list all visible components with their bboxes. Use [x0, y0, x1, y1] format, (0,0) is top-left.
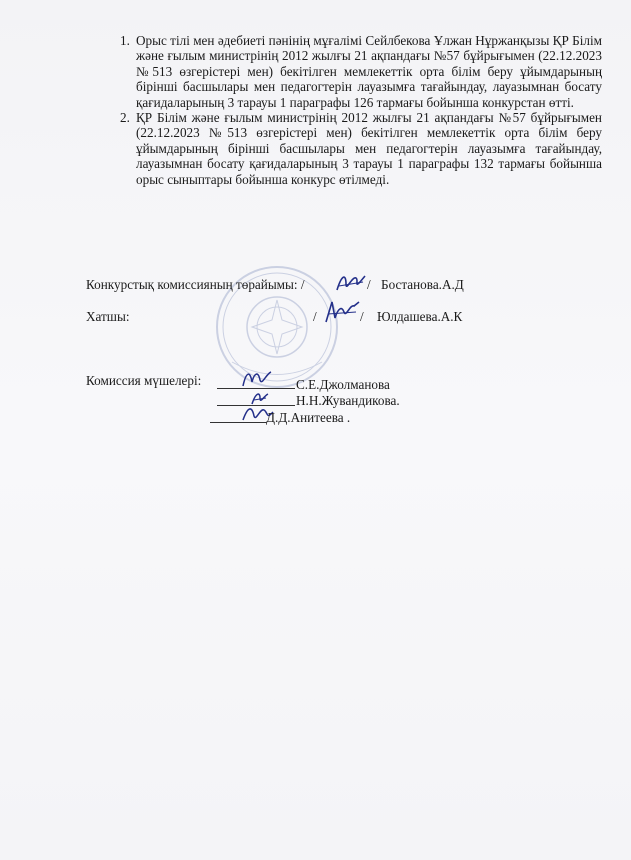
- member-name: Н.Н.Жувандикова.: [296, 393, 400, 408]
- member-signature-icon: [240, 366, 274, 390]
- chair-separator: /: [367, 277, 371, 292]
- list-item-number: 2.: [120, 110, 130, 126]
- list-item-number: 1.: [120, 33, 130, 48]
- secretary-name: Юлдашева.А.К: [377, 309, 463, 324]
- secretary-label: Хатшы:: [86, 309, 130, 324]
- list-item: [86, 110, 602, 187]
- member-name: С.Е.Джолманова: [296, 377, 390, 392]
- chair-signature-icon: [334, 270, 368, 296]
- list-item-text: Орыс тілі мен әдебиеті пәнінің мұғалімі Сейлбекова Ұлжан Нұржанқызы ҚР Білім және ғылым министрінің 2012 жылғы 21 ақпандағы №57 бұйрығымен (22.12.2023 №513 өзгерістері мен) бекітілген мемлекеттік орта білім беру ұйымдарының бірінші басшылары мен педагогтерін лауазымға тағайындау, лауазымнан босату қағидаларының 3 тарауы 1 параграфы 126 тармағы бойынша конкурстан өтті.: [136, 33, 602, 110]
- chair-name: Бостанова.А.Д: [381, 277, 464, 292]
- secretary-slash-close: /: [360, 309, 364, 324]
- members-label: Комиссия мүшелері:: [86, 373, 202, 388]
- member-name: Д.Д.Анитеева .: [266, 410, 351, 425]
- decision-list: [86, 33, 602, 187]
- list-item-text: ҚР Білім және ғылым министрінің 2012 жылғы 21 ақпандағы №57 бұйрығымен (22.12.2023 №513 өзгерістері мен) бекітілген мемлекеттік орта білім беру ұйымдарының бірінші басшылары мен педагогтерін лауазымға тағайындау, лауазымнан босату қағидаларының 3 тарауы 1 параграфы 132 тармағы бойынша орыс сыныптары бойынша конкурс өтілмеді.: [136, 110, 602, 187]
- secretary-signature-icon: [322, 298, 362, 328]
- secretary-slash-open: /: [313, 309, 317, 324]
- list-item: [86, 33, 602, 110]
- chair-label: Конкурстық комиссияның төрайымы: /: [86, 277, 305, 292]
